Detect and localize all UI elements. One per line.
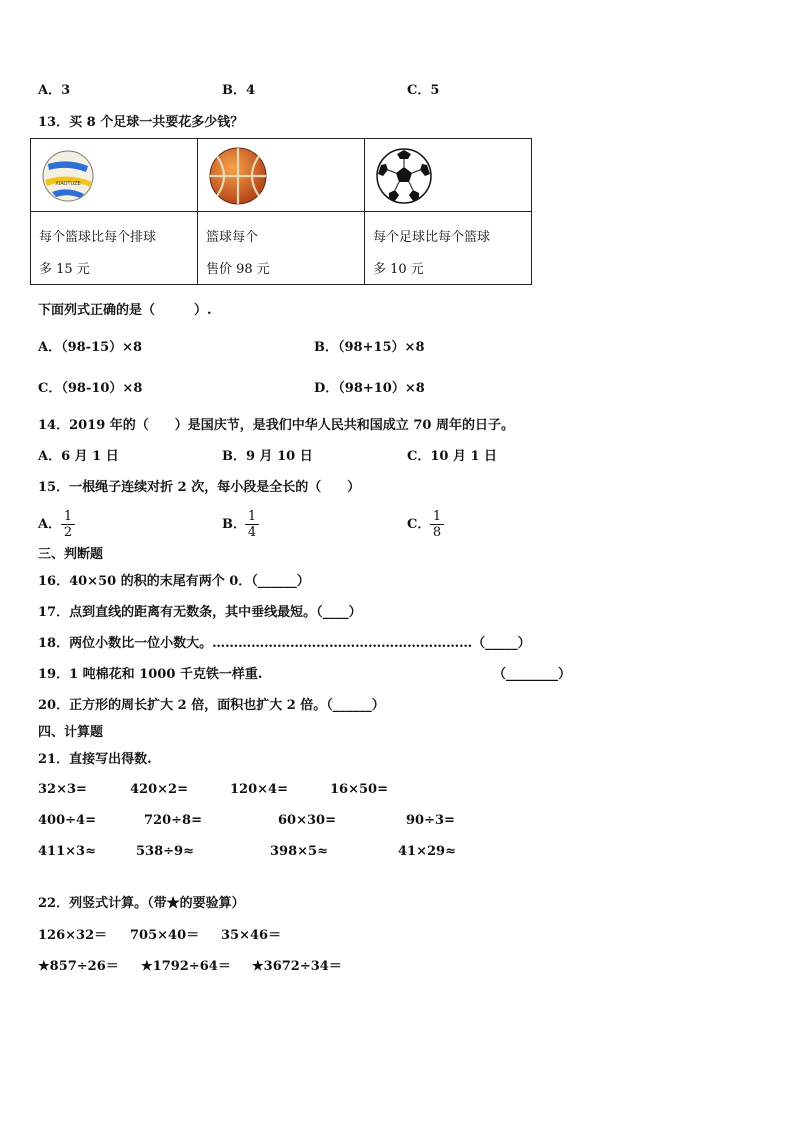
- q15-option-c-label: C．: [407, 517, 431, 532]
- q21-item: 411×3≈: [38, 844, 96, 859]
- q15-option-a-label: A．: [38, 517, 62, 532]
- q18: 18．两位小数比一位小数大。……………………………………………………（_____）: [38, 636, 531, 651]
- soccer-ball-cell: [365, 139, 532, 212]
- q21-item: 16×50=: [330, 782, 388, 797]
- q21-item: 90÷3=: [406, 813, 455, 828]
- q15-option-a-fraction: [61, 509, 75, 540]
- q13-option-b: B．（98+15）×8: [314, 340, 425, 355]
- q22-item: 35×46＝: [221, 928, 282, 943]
- q14-option-a: A．6 月 1 日: [38, 449, 119, 464]
- volleyball-icon: [40, 148, 96, 204]
- fraction-numerator: 1: [61, 509, 75, 525]
- basketball-info-line1: 篮球每个: [206, 230, 259, 245]
- soccer-ball-icon: [375, 147, 433, 205]
- q21-item: 60×30=: [278, 813, 336, 828]
- q15-stem: 15．一根绳子连续对折 2 次，每小段是全长的（ ）: [38, 480, 361, 495]
- q21-stem: 21．直接写出得数.: [38, 752, 152, 767]
- q12-option-b: B．4: [222, 83, 256, 98]
- q14-option-c: C．10 月 1 日: [407, 449, 498, 464]
- q13-prompt: 下面列式正确的是（ ）.: [38, 303, 212, 318]
- volleyball-info: [31, 212, 198, 285]
- q21-item: 120×4=: [230, 782, 288, 797]
- q20: 20．正方形的周长扩大 2 倍，面积也扩大 2 倍。（______）: [38, 698, 385, 713]
- volleyball-info-line1: 每个篮球比每个排球: [39, 230, 157, 245]
- soccer-info: [365, 212, 532, 285]
- q16: 16．40×50 的积的末尾有两个 0．（______）: [38, 574, 310, 589]
- q22-item: 705×40＝: [130, 928, 200, 943]
- soccer-info-line2: 多 10 元: [373, 262, 424, 277]
- q22-item: ★1792÷64＝: [141, 959, 231, 974]
- q21-item: 538÷9≈: [136, 844, 194, 859]
- product-table: [30, 138, 532, 285]
- q22-stem: 22．列竖式计算。（带★的要验算）: [38, 896, 245, 911]
- q12-option-a: A．3: [38, 83, 71, 98]
- q21-item: 720÷8=: [144, 813, 202, 828]
- fraction-denominator: 8: [432, 525, 442, 540]
- basketball-cell: [198, 139, 365, 212]
- section-3-heading: 三、判断题: [38, 547, 104, 562]
- q19-blank: （________）: [493, 667, 572, 682]
- section-4-heading: 四、计算题: [38, 725, 104, 740]
- fraction-numerator: 1: [245, 509, 259, 525]
- q21-item: 398×5≈: [270, 844, 328, 859]
- q21-item: 420×2=: [130, 782, 188, 797]
- q22-item: ★857÷26＝: [38, 959, 119, 974]
- soccer-info-line1: 每个足球比每个篮球: [373, 230, 491, 245]
- q21-item: 32×3=: [38, 782, 87, 797]
- fraction-numerator: 1: [430, 509, 444, 525]
- q21-item: 400÷4=: [38, 813, 96, 828]
- q13-stem: 13．买 8 个足球一共要花多少钱？: [38, 115, 244, 130]
- q12-option-c: C．5: [407, 83, 440, 98]
- q15-option-c-fraction: [430, 509, 444, 540]
- q14-option-b: B．9 月 10 日: [222, 449, 313, 464]
- q19: 19．1 吨棉花和 1000 千克铁一样重.: [38, 667, 263, 682]
- q15-option-b-fraction: [245, 509, 259, 540]
- basketball-info-line2: 售价 98 元: [206, 262, 270, 277]
- q17: 17．点到直线的距离有无数条，其中垂线最短。（____）: [38, 605, 362, 620]
- q15-option-b-label: B．: [222, 517, 246, 532]
- q22-item: 126×32＝: [38, 928, 108, 943]
- q22-item: ★3672÷34＝: [252, 959, 342, 974]
- volleyball-label: XIAOTUZE: [55, 181, 81, 187]
- volleyball-info-line2: 多 15 元: [39, 262, 90, 277]
- fraction-denominator: 2: [63, 525, 73, 540]
- q21-item: 41×29≈: [398, 844, 456, 859]
- fraction-denominator: 4: [247, 525, 257, 540]
- basketball-info: [198, 212, 365, 285]
- basketball-icon: [207, 145, 269, 207]
- q13-option-c: C．（98-10）×8: [38, 381, 143, 396]
- q13-option-d: D．（98+10）×8: [314, 381, 425, 396]
- q14-stem: 14．2019 年的（ ）是国庆节，是我们中华人民共和国成立 70 周年的日子。: [38, 418, 514, 433]
- q13-option-a: A．（98-15）×8: [38, 340, 143, 355]
- volleyball-cell: [31, 139, 198, 212]
